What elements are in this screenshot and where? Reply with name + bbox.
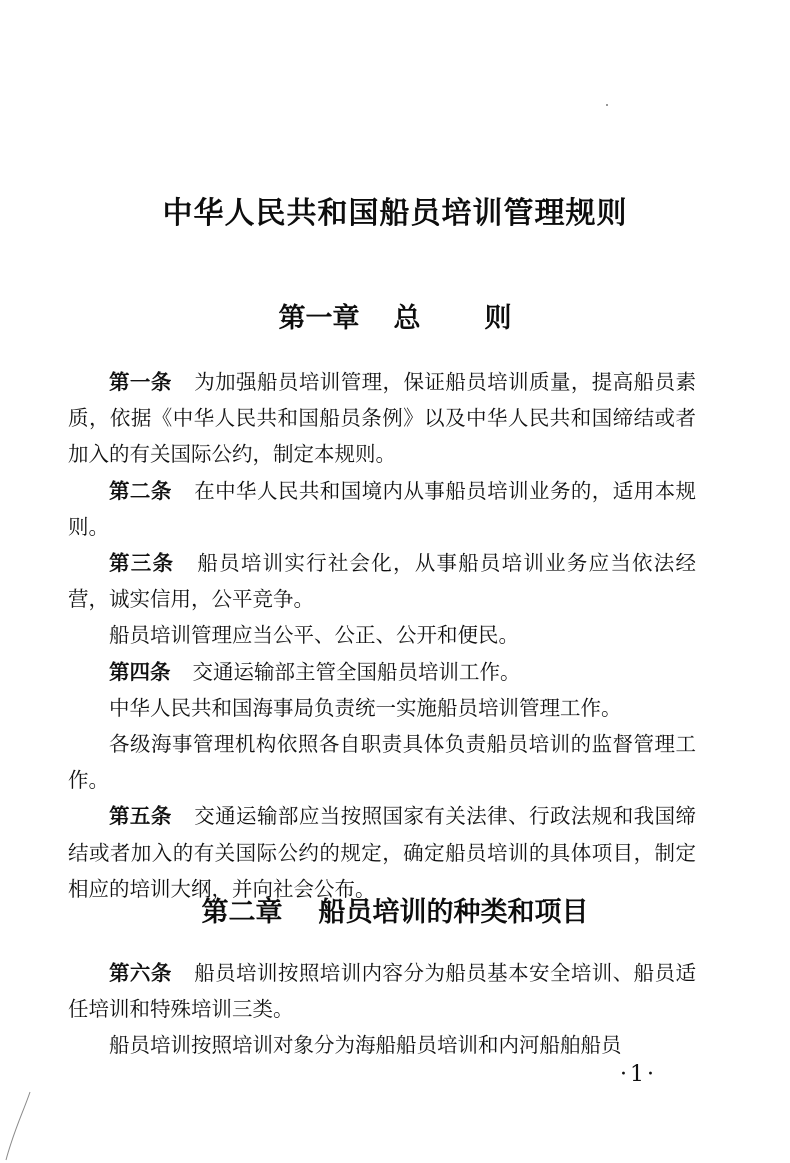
chapter-1-number: 第一章 <box>278 303 360 334</box>
paragraph <box>68 364 696 473</box>
scan-speck <box>606 104 608 106</box>
paragraph-text: 中华人民共和国海事局负责统一实施船员培训管理工作。 <box>109 695 622 720</box>
paragraph-text: 船员培训按照培训内容分为船员基本安全培训、船员适任培训和特殊培训三类。 <box>68 961 697 1022</box>
chapter-1-name-b: 则 <box>484 303 512 334</box>
paragraph <box>68 955 696 1027</box>
scan-edge-mark <box>0 1090 40 1163</box>
paragraph <box>68 726 696 798</box>
chapter-1-name-a: 总 <box>393 303 421 334</box>
chapter-1-heading <box>0 296 790 335</box>
chapter-2-body <box>68 955 696 1064</box>
paragraph-text: 船员培训实行社会化，从事船员培训业务应当依法经营，诚实信用，公平竞争。 <box>68 551 697 612</box>
article-label: 第五条 <box>109 804 172 829</box>
paragraph <box>68 617 696 653</box>
paragraph-text: 船员培训管理应当公平、公正、公开和便民。 <box>109 623 519 648</box>
document-title: 中华人民共和国船员培训管理规则 <box>162 196 628 231</box>
paragraph <box>68 1027 696 1063</box>
article-label: 第一条 <box>109 370 172 394</box>
chapter-2-name: 船员培训的种类和项目 <box>318 897 589 928</box>
paragraph-text: 交通运输部主管全国船员培训工作。 <box>192 659 521 684</box>
paragraph-text: 船员培训按照培训对象分为海船船员培训和内河船舶船员 <box>109 1033 622 1058</box>
chapter-2-number: 第二章 <box>201 897 283 928</box>
article-label: 第六条 <box>109 961 172 985</box>
article-label: 第四条 <box>109 659 171 684</box>
page-number: ·1· <box>620 1062 657 1087</box>
paragraph-text: 各级海事管理机构依照各自职责具体负责船员培训的监督管理工作。 <box>68 732 696 793</box>
paragraph-text: 在中华人民共和国境内从事船员培训业务的，适用本规则。 <box>68 478 697 539</box>
paragraph <box>68 545 696 617</box>
paragraph-text: 为加强船员培训管理，保证船员培训质量，提高船员素质，依据《中华人民共和国船员条例》以及中华人民共和国缔结或者加入的有关国际公约，制定本规则。 <box>68 370 697 467</box>
paragraph <box>68 473 696 545</box>
paragraph-text: 交通运输部应当按照国家有关法律、行政法规和我国缔结或者加入的有关国际公约的规定，确定船员培训的具体项目，制定相应的培训大纲，并向社会公布。 <box>68 804 697 901</box>
paragraph <box>68 654 696 690</box>
chapter-1-body <box>68 364 696 907</box>
article-label: 第三条 <box>109 551 175 576</box>
chapter-2-heading <box>0 890 790 929</box>
article-label: 第二条 <box>109 478 172 503</box>
paragraph <box>68 690 696 726</box>
